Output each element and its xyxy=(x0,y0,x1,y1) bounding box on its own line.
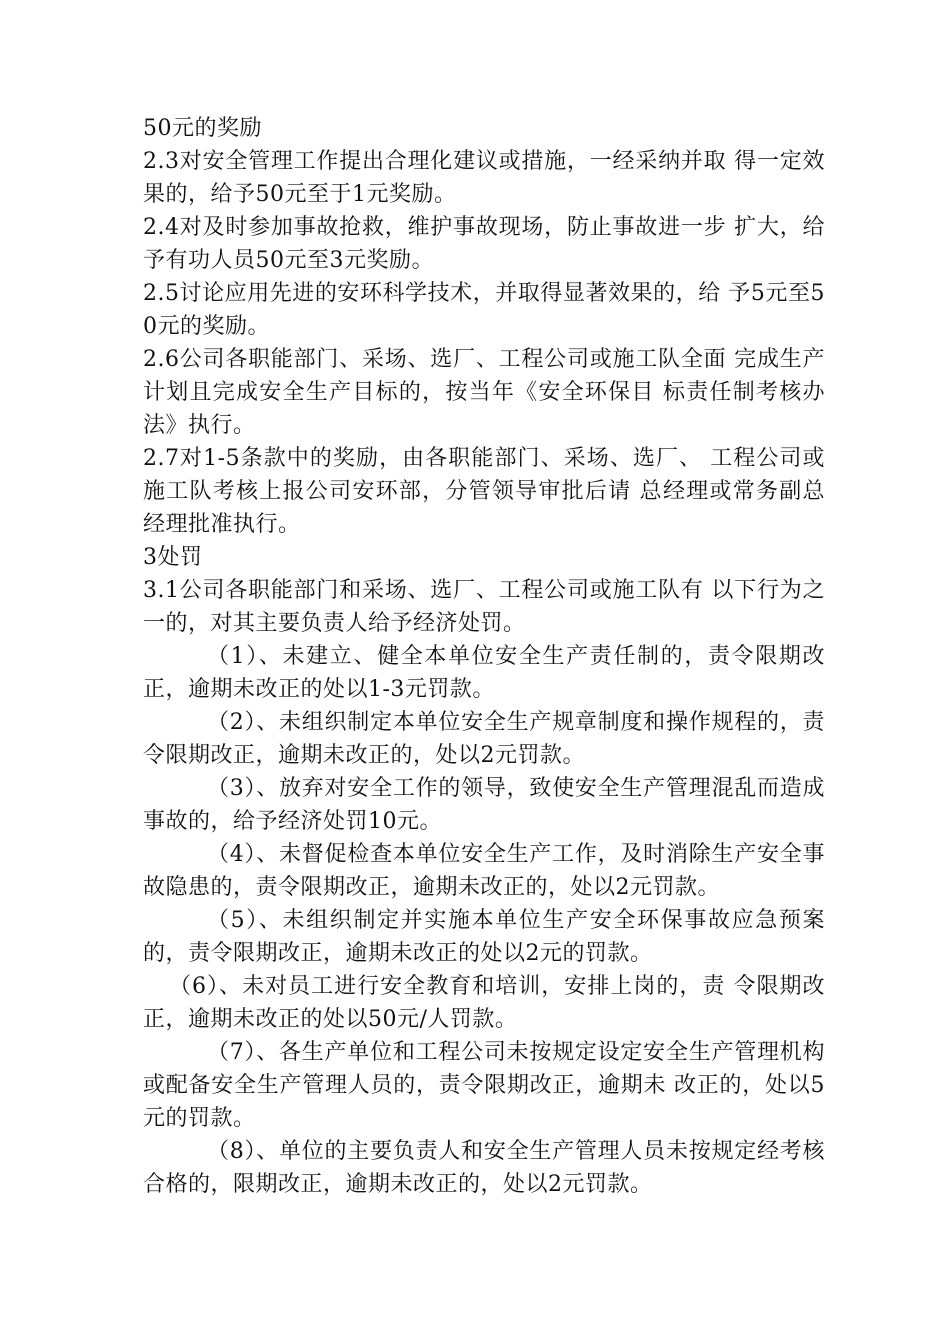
paragraph-2-4: 2.4对及时参加事故抢救，维护事故现场，防止事故进一步 扩大，给予有功人员50元至3元奖励。 xyxy=(143,215,825,273)
penalty-item-2: （2）、未组织制定本单位安全生产规章制度和操作规程的，责令限期改正，逾期未改正的，处以2元罚款。 xyxy=(143,710,825,768)
section-heading-3: 3处罚 xyxy=(143,545,203,570)
paragraph-3-1: 3.1公司各职能部门和采场、选厂、工程公司或施工队有 以下行为之一的，对其主要负责人给予经济处罚。 xyxy=(143,578,825,636)
penalty-item-8: （8）、单位的主要负责人和安全生产管理人员未按规定经考核合格的，限期改正，逾期未改正的，处以2元罚款。 xyxy=(143,1139,825,1197)
penalty-item-6: （6）、未对员工进行安全教育和培训，安排上岗的，责 令限期改正，逾期未改正的处以50元/人罚款。 xyxy=(143,974,825,1032)
paragraph-2-6: 2.6公司各职能部门、采场、选厂、工程公司或施工队全面 完成生产计划且完成安全生产目标的，按当年《安全环保目 标责任制考核办法》执行。 xyxy=(143,347,825,438)
penalty-item-5: （5）、未组织制定并实施本单位生产安全环保事故应急预案的，责令限期改正，逾期未改正的处以2元的罚款。 xyxy=(143,908,825,966)
paragraph-2-3: 2.3对安全管理工作提出合理化建议或措施，一经采纳并取 得一定效果的，给予50元至于1元奖励。 xyxy=(143,149,825,207)
penalty-item-4: （4）、未督促检查本单位安全生产工作，及时消除生产安全事故隐患的，责令限期改正，逾期未改正的，处以2元罚款。 xyxy=(143,842,825,900)
penalty-item-7: （7）、各生产单位和工程公司未按规定设定安全生产管理机构或配备安全生产管理人员的，责令限期改正，逾期未 改正的，处以5元的罚款。 xyxy=(143,1040,825,1131)
document-body xyxy=(143,112,825,1201)
paragraph-2-5: 2.5讨论应用先进的安环科学技术，并取得显著效果的，给 予5元至50元的奖励。 xyxy=(143,281,825,339)
paragraph-reward-tail: 50元的奖励 xyxy=(143,116,262,141)
paragraph-2-7: 2.7对1-5条款中的奖励，由各职能部门、采场、选厂、 工程公司或施工队考核上报公司安环部，分管领导审批后请 总经理或常务副总经理批准执行。 xyxy=(143,446,825,537)
penalty-item-1: （1）、未建立、健全本单位安全生产责任制的，责令限期改正，逾期未改正的处以1-3元罚款。 xyxy=(143,644,825,702)
penalty-item-3: （3）、放弃对安全工作的领导，致使安全生产管理混乱而造成事故的，给予经济处罚10元。 xyxy=(143,776,825,834)
